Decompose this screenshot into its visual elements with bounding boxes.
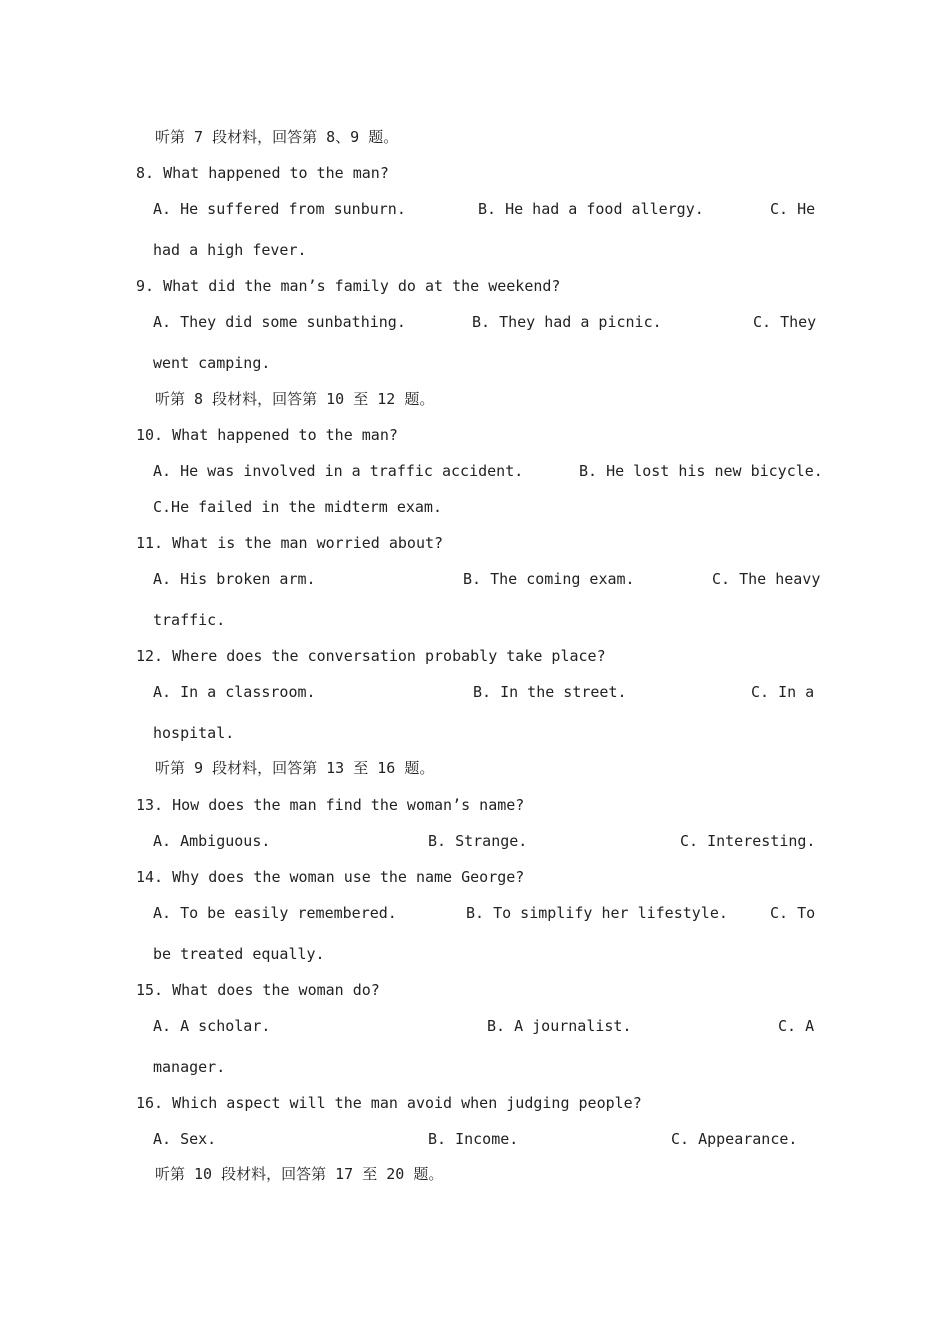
section-heading: 听第 9 段材料，回答第 13 至 16 题。 <box>155 759 435 777</box>
section-heading: 听第 8 段材料，回答第 10 至 12 题。 <box>155 390 435 408</box>
question-stem: 8. What happened to the man? <box>136 164 389 182</box>
option-c: C. They <box>753 313 817 331</box>
option-b: B. He had a food allergy. <box>478 200 704 218</box>
question-stem: 10. What happened to the man? <box>136 426 398 444</box>
option-c: C. Interesting. <box>680 832 816 850</box>
option-continuation: had a high fever. <box>153 241 307 259</box>
option-continuation: manager. <box>153 1058 226 1076</box>
option-continuation: went camping. <box>153 354 271 372</box>
question-stem: 12. Where does the conversation probably take place? <box>136 647 606 665</box>
question-stem: 13. How does the man find the woman’s name? <box>136 796 525 814</box>
option-a: A. To be easily remembered. <box>153 904 397 922</box>
section-heading: 听第 10 段材料，回答第 17 至 20 题。 <box>155 1165 444 1183</box>
option-b: B. They had a picnic. <box>472 313 662 331</box>
option-b: B. To simplify her lifestyle. <box>466 904 728 922</box>
option-b: B. The coming exam. <box>463 570 635 588</box>
option-a: A. He suffered from sunburn. <box>153 200 406 218</box>
option-a: A. He was involved in a traffic accident. <box>153 462 524 480</box>
option-a: A. A scholar. <box>153 1017 271 1035</box>
option-b: B. A journalist. <box>487 1017 632 1035</box>
option-c: C. He <box>770 200 816 218</box>
option-b: B. Strange. <box>428 832 528 850</box>
question-stem: 15. What does the woman do? <box>136 981 380 999</box>
option-c: C. In a <box>751 683 815 701</box>
option-a: A. They did some sunbathing. <box>153 313 406 331</box>
option-b: B. He lost his new bicycle. <box>579 462 823 480</box>
question-stem: 16. Which aspect will the man avoid when judging people? <box>136 1094 642 1112</box>
option-continuation: be treated equally. <box>153 945 325 963</box>
option-a: A. Ambiguous. <box>153 832 271 850</box>
option-c: C.He failed in the midterm exam. <box>153 498 442 516</box>
question-stem: 9. What did the man’s family do at the weekend? <box>136 277 561 295</box>
option-c: C. To <box>770 904 816 922</box>
option-a: A. His broken arm. <box>153 570 316 588</box>
option-continuation: hospital. <box>153 724 235 742</box>
option-continuation: traffic. <box>153 611 226 629</box>
option-c: C. Appearance. <box>671 1130 798 1148</box>
option-a: A. In a classroom. <box>153 683 316 701</box>
question-stem: 14. Why does the woman use the name George? <box>136 868 525 886</box>
option-b: B. Income. <box>428 1130 519 1148</box>
option-b: B. In the street. <box>473 683 627 701</box>
option-a: A. Sex. <box>153 1130 217 1148</box>
section-heading: 听第 7 段材料，回答第 8、9 题。 <box>155 128 399 146</box>
option-c: C. A <box>778 1017 815 1035</box>
option-c: C. The heavy <box>712 570 821 588</box>
question-stem: 11. What is the man worried about? <box>136 534 444 552</box>
